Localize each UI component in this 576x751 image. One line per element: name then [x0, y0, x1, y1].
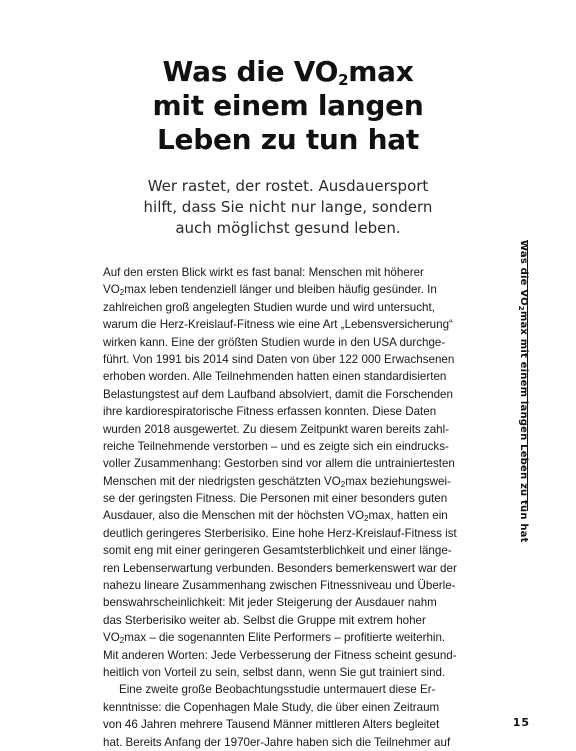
running-header-subscript: 2 [517, 305, 525, 311]
body-line: wirken kann. Eine der größten Studien wurde in den USA durchge- [103, 335, 446, 349]
body-text [103, 264, 475, 751]
body-line: ren Lebenserwartung verbunden. Besonders bemerkenswert war der [103, 561, 457, 575]
body-line: voller Zusammenhang: Gestorben sind vor allem die untrainiertesten [103, 457, 455, 471]
title-line-2: mit einem langen [152, 89, 424, 122]
running-header-suffix: max mit einem langen Leben zu tun hat [518, 310, 529, 543]
paragraph-start-line: Eine zweite große Beobachtungsstudie untermauert diese Er- [119, 683, 436, 697]
title-line-1-suffix: max [348, 55, 414, 88]
body-line: benswahrscheinlichkeit: Mit jeder Steigerung der Ausdauer nahm [103, 596, 437, 610]
body-line: ihre kardiorespiratorische Fitness erfassen konnten. Diese Daten [103, 405, 437, 419]
body-line: zahlreichen groß angelegten Studien wurde und wird untersucht, [103, 300, 435, 314]
body-line: somit eng mit einer geringeren Gesamtsterblichkeit und einer länge- [103, 544, 452, 558]
body-line: warum die Herz-Kreislauf-Fitness wie eine Art „Lebensversicherung“ [103, 318, 453, 332]
subtitle-line: Wer rastet, der rostet. Ausdauersport [147, 177, 429, 195]
body-line: $VO_2\max$ – die sogenannten Elite Performers – profitierte weiterhin. [103, 631, 446, 646]
chapter-subtitle [110, 176, 466, 239]
body-line: se der geringsten Fitness. Die Personen mit einer besonders guten [103, 492, 448, 506]
body-line: Mit anderen Worten: Jede Verbesserung der Fitness scheint gesund- [103, 648, 457, 662]
page-number: 15 [512, 716, 530, 729]
body-line: $VO_2\max$ leben tendenziell länger und bleiben häufig gesünder. In [103, 283, 437, 298]
body-line: deutlich geringeres Sterberisiko. Eine hohe Herz-Kreislauf-Fitness ist [103, 526, 457, 540]
body-line: das Sterberisiko weiter ab. Selbst die Gruppe mit extrem hoher [103, 613, 426, 627]
subscript-two: 2 [119, 288, 125, 298]
subscript-two: 2 [119, 636, 125, 646]
body-line: heitlich von Vorteil zu sein, selbst dann, wenn Sie gut trainiert sind. [103, 665, 446, 679]
body-line: hat. Bereits Anfang der 1970er-Jahre haben sich die Teilnehmer auf [103, 735, 451, 749]
subscript-two: 2 [364, 514, 369, 524]
body-line: führt. Von 1991 bis 2014 sind Daten von über 122 000 Erwachsenen [103, 352, 455, 366]
body-line: nahezu lineare Zusammenhang zwischen Fitnessniveau und Überle- [103, 579, 456, 593]
body-line: erhoben worden. Alle Teilnehmenden hatten einen standardisierten [103, 370, 447, 384]
subscript-two: 2 [340, 479, 346, 489]
running-header [516, 240, 530, 543]
body-line: Menschen mit der niedrigsten geschätzten $VO_2\max$ beziehungswei- [103, 474, 451, 489]
title-subscript: 2 [338, 71, 349, 89]
body-line: Auf den ersten Blick wirkt es fast banal: Menschen mit höherer [103, 266, 424, 279]
title-line-1-text: Was die VO [162, 55, 339, 88]
body-line: Ausdauer, also die Menschen mit der höchsten $VO_2\max$, hatten ein [103, 509, 448, 524]
title-line-3: Leben zu tun hat [157, 123, 419, 156]
title-line-1 [60, 55, 516, 89]
body-line: kenntnisse: die Copenhagen Male Study, die über einen Zeitraum [103, 700, 440, 714]
chapter-title [60, 55, 516, 157]
body-line: Belastungstest auf dem Laufband absolviert, damit die Forschenden [103, 387, 453, 401]
body-line: reiche Teilnehmende verstorben – und es zeigte sich ein eindrucks- [103, 439, 449, 453]
body-line: von 46 Jahren mehrere Tausend Männer mittleren Alters begleitet [103, 718, 440, 732]
body-line: wurden 2018 ausgewertet. Zu diesem Zeitpunkt waren bereits zahl- [103, 422, 450, 436]
running-header-text: Was die VO [518, 240, 529, 306]
subtitle-line: hilft, dass Sie nicht nur lange, sondern [143, 198, 433, 216]
subtitle-line: auch möglichst gesund leben. [175, 219, 401, 237]
